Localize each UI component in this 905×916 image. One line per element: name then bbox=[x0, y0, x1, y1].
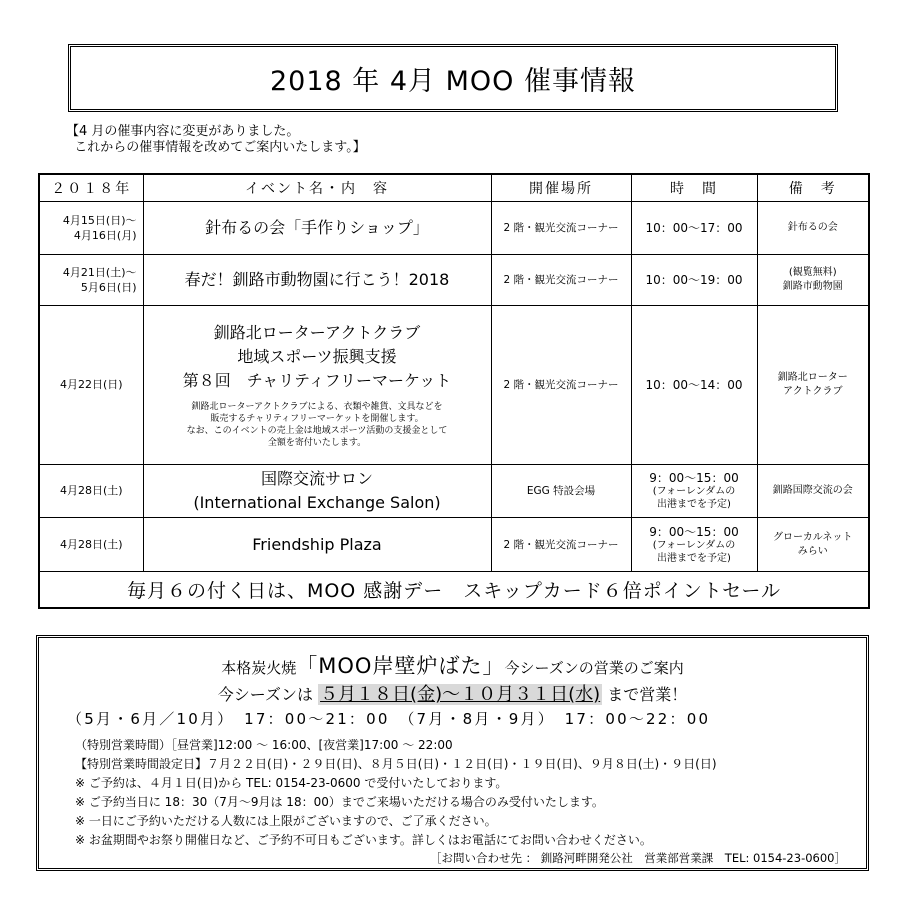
date-line: 4月28日(土) bbox=[59, 538, 123, 552]
monthly-sale-notice: 毎月６の付く日は、MOO 感謝デー スキップカード６倍ポイントセール bbox=[39, 572, 869, 608]
event-note bbox=[757, 202, 869, 255]
table-row bbox=[39, 254, 869, 305]
event-time bbox=[631, 202, 757, 255]
event-name bbox=[143, 202, 491, 255]
event-title-line: Friendship Plaza bbox=[252, 534, 382, 554]
header-time: 時 間 bbox=[631, 174, 757, 202]
event-date bbox=[39, 305, 143, 464]
event-name bbox=[143, 254, 491, 305]
reservation-note: ※ ご予約は、４月１日(日)から TEL: 0154-23-0600 で受付いたしております。 bbox=[75, 776, 508, 790]
note-line: 釧路国際交流の会 bbox=[772, 484, 853, 496]
robata-title-main: 「MOO岸壁炉ばた」 bbox=[296, 654, 505, 678]
time-line: (フォーレンダムの bbox=[652, 539, 736, 551]
time-line: 9：00～15：00 bbox=[649, 470, 739, 485]
header-place: 開催場所 bbox=[491, 174, 631, 202]
event-name bbox=[143, 305, 491, 464]
date-line: 4月16日(月) bbox=[73, 228, 137, 242]
event-table bbox=[38, 173, 870, 609]
page-title: 2018 年 4月 MOO 催事情報 bbox=[269, 65, 637, 97]
header-note: 備 考 bbox=[757, 174, 869, 202]
event-description bbox=[144, 401, 491, 449]
event-note bbox=[757, 254, 869, 305]
time-line: 10：00～19：00 bbox=[645, 272, 743, 287]
time-line: 出港までを予定) bbox=[657, 552, 731, 564]
season-suffix: まで営業！ bbox=[607, 685, 688, 704]
reservation-note: ※ 一日にご予約いただける人数には上限がございますので、ご了承ください。 bbox=[75, 814, 497, 828]
description-line: なお、このイベントの売上金は地域スポーツ活動の支援金として bbox=[186, 425, 448, 436]
table-footer-row bbox=[39, 572, 869, 608]
event-title-line: 地域スポーツ振興支援 bbox=[237, 346, 397, 366]
reservation-note: ※ ご予約当日に 18：30（7月～9月は 18：00）までご来場いただける場合のみ受付いたします。 bbox=[75, 795, 604, 809]
page-title-box bbox=[68, 44, 838, 112]
event-name bbox=[143, 518, 491, 572]
season-prefix: 今シーズンは bbox=[217, 685, 319, 704]
event-time bbox=[631, 305, 757, 464]
event-title-line: 針布るの会「手作りショップ」 bbox=[205, 217, 429, 237]
note-line: みらい bbox=[797, 545, 828, 557]
date-line: 4月15日(日)～ bbox=[62, 213, 137, 227]
robata-title-suffix: 今シーズンの営業のご案内 bbox=[504, 659, 684, 677]
event-time bbox=[631, 254, 757, 305]
time-line: 10：00～17：00 bbox=[645, 220, 743, 235]
date-line: 4月22日(日) bbox=[59, 378, 123, 392]
description-line: 販売するチャリティフリーマーケットを開催します。 bbox=[210, 413, 424, 424]
table-header-row bbox=[39, 174, 869, 202]
event-place: 2 階・観光交流コーナー bbox=[491, 518, 631, 572]
event-place: EGG 特設会場 bbox=[491, 464, 631, 518]
season-dates: ５月１８日(金)～１０月３１日(水) bbox=[320, 684, 601, 705]
note-line: 針布るの会 bbox=[787, 221, 838, 233]
event-place: 2 階・観光交流コーナー bbox=[491, 254, 631, 305]
time-line: 出港までを予定) bbox=[657, 498, 731, 510]
table-row bbox=[39, 464, 869, 518]
note-line: 釧路北ローター bbox=[777, 371, 848, 383]
event-title-line: (International Exchange Salon) bbox=[193, 492, 441, 512]
change-notice bbox=[66, 124, 366, 156]
table-row bbox=[39, 202, 869, 255]
header-event: イベント名・内 容 bbox=[143, 174, 491, 202]
contact-info: ［お問い合わせ先 ： 釧路河畔開発公社 営業部営業課 TEL: 0154-23-0600］ bbox=[429, 851, 846, 865]
note-line: 釧路市動物園 bbox=[782, 280, 843, 292]
event-time bbox=[631, 518, 757, 572]
special-days: 【特別営業時間設定日】７月２２日(日)・２９日(日)、８月５日(日)・１２日(日)・１９日(日)、９月８日(土)・９日(日) bbox=[75, 757, 717, 771]
event-title-line: 国際交流サロン bbox=[260, 468, 373, 488]
header-year: ２０１８年 bbox=[39, 174, 143, 202]
time-line: 10：00～14：00 bbox=[645, 377, 743, 392]
note-line: アクトクラブ bbox=[783, 385, 843, 397]
date-line: 4月21日(土)～ bbox=[62, 265, 137, 279]
time-line: 9：00～15：00 bbox=[649, 524, 739, 539]
event-title-line: 釧路北ローターアクトクラブ bbox=[213, 322, 421, 342]
note-line: (観覧無料) bbox=[788, 266, 837, 278]
special-hours: （特別営業時間）［昼営業]12:00 ～ 16:00、[夜営業]17:00 ～ 22:00 bbox=[75, 738, 453, 752]
event-name bbox=[143, 464, 491, 518]
notice-line: これからの催事情報を改めてご案内いたします。】 bbox=[66, 140, 366, 155]
date-line: 4月28日(土) bbox=[59, 484, 123, 498]
description-line: 全額を寄付いたします。 bbox=[267, 437, 367, 448]
event-date bbox=[39, 202, 143, 255]
robata-title bbox=[39, 650, 866, 680]
reservation-note: ※ お盆期間やお祭り開催日など、ご予約不可日もございます。詳しくはお電話にてお問い合わせください。 bbox=[75, 833, 652, 847]
event-time bbox=[631, 464, 757, 518]
event-title-line: 第８回 チャリティフリーマーケット bbox=[182, 370, 452, 390]
date-line: 5月6日(日) bbox=[80, 280, 137, 294]
event-note bbox=[757, 464, 869, 518]
event-date bbox=[39, 518, 143, 572]
table-row bbox=[39, 305, 869, 464]
season-period bbox=[39, 680, 866, 706]
robata-info-box bbox=[36, 635, 869, 871]
note-line: グローカルネット bbox=[773, 531, 853, 543]
robata-title-prefix: 本格炭火焼 bbox=[221, 659, 297, 677]
event-place: 2 階・観光交流コーナー bbox=[491, 305, 631, 464]
event-title-line: 春だ！釧路市動物園に行こう！2018 bbox=[184, 269, 450, 289]
description-line: 釧路北ローターアクトクラブによる、衣類や雑貨、文具などを bbox=[191, 401, 443, 412]
event-note bbox=[757, 518, 869, 572]
business-hours: （5月・6月／10月） 17：00～21：00 （7月・8月・9月） 17：00～22：00 bbox=[67, 710, 711, 728]
table-row bbox=[39, 518, 869, 572]
time-line: (フォーレンダムの bbox=[652, 485, 736, 497]
event-date bbox=[39, 254, 143, 305]
notice-line: 【4 月の催事内容に変更がありました。 bbox=[66, 124, 300, 139]
event-date bbox=[39, 464, 143, 518]
event-note bbox=[757, 305, 869, 464]
event-place: 2 階・観光交流コーナー bbox=[491, 202, 631, 255]
